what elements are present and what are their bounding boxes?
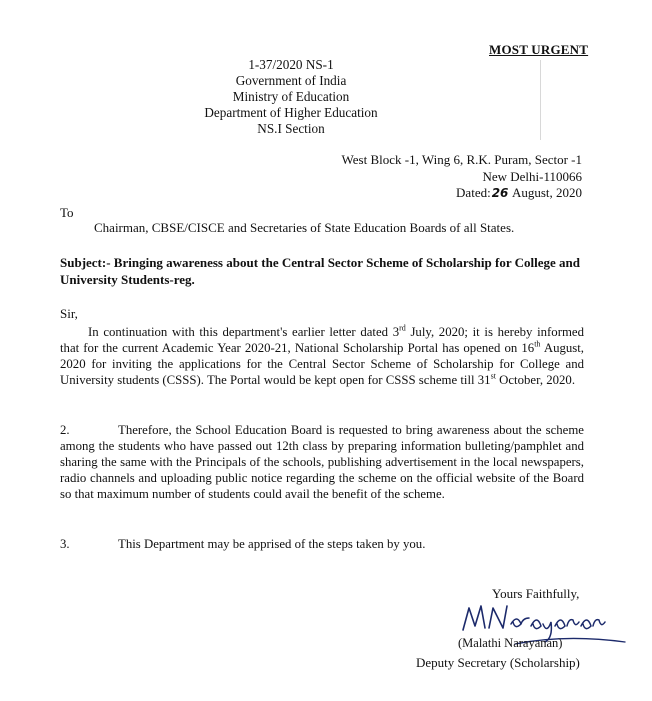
subject-line: Subject:- Bringing awareness about the Central Sector Scheme of Scholarship for College and University Students-reg. — [60, 255, 580, 287]
paragraph-1: In continuation with this department's earlier letter dated 3rd July, 2020; it is hereby informed that for the current Academic Year 2020-21, National Scholarship Portal has opened on 16th August, 2020 for inviting the applications for the Central Sector Scheme of Scholarship for College and University students (CSSS). The Portal would be kept open for CSSS scheme till 31st October, 2020. — [60, 323, 584, 388]
date-line — [342, 185, 582, 202]
signatory-name: (Malathi Narayanan) — [458, 636, 563, 650]
paragraph-3-number: 3. — [60, 537, 70, 551]
sender-address — [342, 152, 582, 202]
paragraph-2-number: 2. — [60, 423, 70, 437]
to-label: To — [60, 205, 74, 220]
date-rest: August, 2020 — [509, 185, 582, 200]
closing: Yours Faithfully, — [492, 586, 580, 601]
paragraph-2-text: Therefore, the School Education Board is requested to bring awareness about the scheme among the students who have passed out 12th class by preparing information bulleting/pamphlet and sharing the same with the Principals of the schools, publishing advertisement in the local newspapers, radio channels and uploading public notice regarding the scheme on the official website of the Board so that maximum number of students could avail the benefit of the scheme. — [60, 423, 584, 502]
priority-label: MOST URGENT — [489, 42, 589, 57]
department-line: Department of Higher Education — [204, 105, 378, 120]
paragraph-2 — [60, 422, 584, 502]
date-day: 26 — [491, 186, 509, 200]
ministry-line: Ministry of Education — [232, 89, 350, 104]
file-number: 1-37/2020 NS-1 — [248, 57, 334, 72]
addressee: Chairman, CBSE/CISCE and Secretaries of State Education Boards of all States. — [94, 220, 515, 235]
salutation: Sir, — [60, 306, 78, 321]
letterhead — [0, 57, 582, 137]
paragraph-3 — [60, 536, 584, 552]
paragraph-3-text: This Department may be apprised of the steps taken by you. — [118, 537, 426, 551]
government-line: Government of India — [235, 73, 347, 88]
section-line: NS.I Section — [257, 121, 325, 136]
date-label: Dated: — [456, 185, 491, 200]
address-line-1: West Block -1, Wing 6, R.K. Puram, Sector -1 — [341, 152, 582, 167]
address-line-2: New Delhi-110066 — [482, 168, 582, 184]
signatory-designation: Deputy Secretary (Scholarship) — [416, 655, 580, 670]
